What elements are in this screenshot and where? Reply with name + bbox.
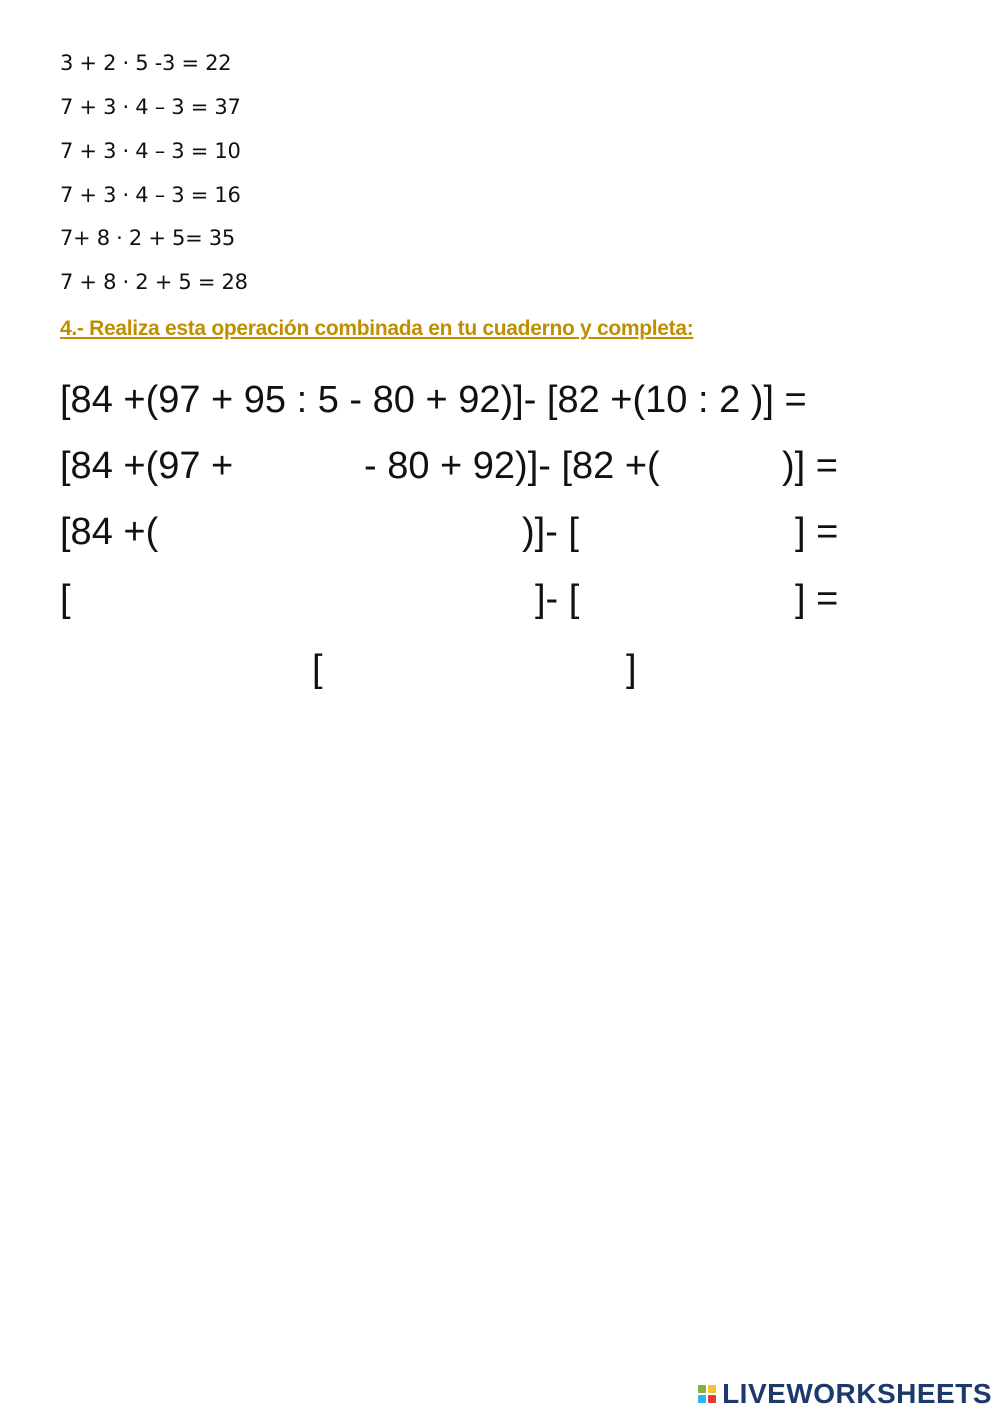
equation-4: 7 + 3 · 4 – 3 = 16 — [60, 183, 241, 207]
step-1: [84 +(97 + 95 : 5 - 80 + 92)]- [82 +(10 : 2 )] = — [60, 379, 807, 421]
step-3-part-b: )]- [ — [522, 511, 579, 553]
step-2-part-c: )] = — [782, 445, 838, 487]
equation-1: 3 + 2 · 5 -3 = 22 — [60, 51, 232, 75]
logo-blocks-icon — [698, 1385, 716, 1403]
step-3-part-a: [84 +( — [60, 511, 159, 553]
step-5-part-b: ] — [626, 648, 637, 690]
step-5-part-a: [ — [312, 648, 323, 690]
equation-5: 7+ 8 · 2 + 5= 35 — [60, 226, 235, 250]
equation-2: 7 + 3 · 4 – 3 = 37 — [60, 95, 241, 119]
liveworksheets-logo — [698, 1378, 992, 1410]
equation-3: 7 + 3 · 4 – 3 = 10 — [60, 139, 241, 163]
step-2-part-a: [84 +(97 + — [60, 445, 234, 487]
step-4-part-b: ]- [ — [535, 578, 580, 620]
step-2-part-b: - 80 + 92)]- [82 +( — [364, 445, 660, 487]
exercise-heading: 4.- Realiza esta operación combinada en tu cuaderno y completa: — [60, 317, 694, 340]
equation-6: 7 + 8 · 2 + 5 = 28 — [60, 270, 248, 294]
step-4-part-c: ] = — [795, 578, 839, 620]
step-3-part-c: ] = — [795, 511, 839, 553]
logo-text: LIVEWORKSHEETS — [722, 1378, 992, 1409]
step-4-part-a: [ — [60, 578, 71, 620]
